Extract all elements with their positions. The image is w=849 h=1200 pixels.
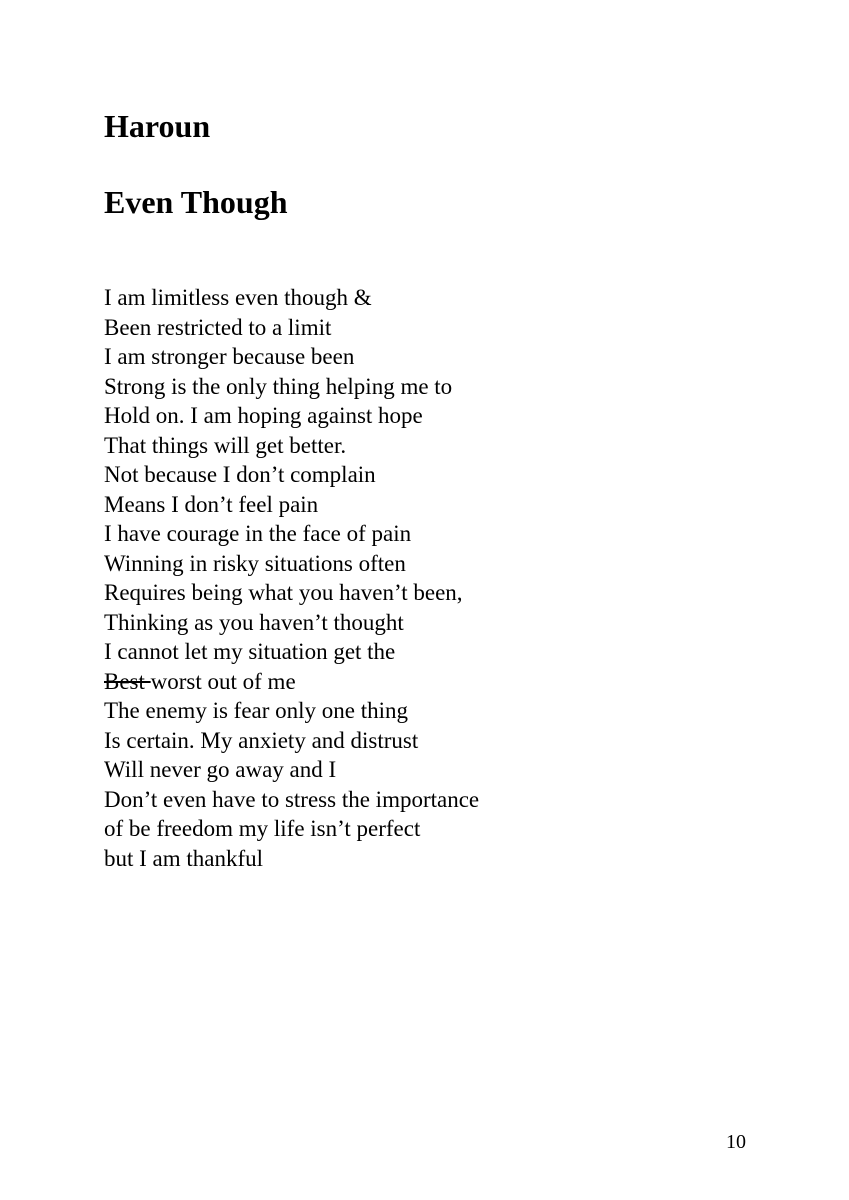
poem-line: Been restricted to a limit: [104, 314, 332, 340]
struck-through-word: Best: [104, 668, 151, 694]
author-name: Haroun: [104, 108, 211, 144]
poem-line: Will never go away and I: [104, 757, 337, 782]
poem-line: of be freedom my life isn’t perfect: [104, 816, 421, 841]
poem-line-remainder: worst out of me: [150, 668, 296, 694]
poem-line: I cannot let my situation get the: [104, 639, 396, 664]
poem-line: Means I don’t feel pain: [104, 491, 319, 517]
page-number: 10: [726, 1131, 746, 1153]
poem-line: I have courage in the face of pain: [104, 521, 412, 546]
poem-line: Strong is the only thing helping me to: [104, 373, 453, 399]
poem-line: That things will get better.: [104, 432, 347, 458]
poem-line: The enemy is fear only one thing: [104, 698, 409, 723]
poem-line: but I am thankful: [104, 845, 264, 871]
poem-title: Even Though: [104, 184, 288, 220]
poem-line: I am stronger because been: [104, 344, 355, 369]
poem-line: Hold on. I am hoping against hope: [104, 403, 423, 428]
poem-line: I am limitless even though &: [104, 285, 372, 310]
poem-line: Don’t even have to stress the importance: [104, 786, 480, 812]
poem-line: Winning in risky situations often: [104, 550, 406, 576]
poem-line: Is certain. My anxiety and distrust: [104, 727, 419, 753]
poem-line: Thinking as you haven’t thought: [104, 609, 404, 635]
poem-line: Requires being what you haven’t been,: [104, 580, 463, 605]
poem-body: [104, 283, 479, 873]
poem-line-with-strikethrough: [104, 667, 479, 697]
poem-line: Not because I don’t complain: [104, 462, 376, 487]
